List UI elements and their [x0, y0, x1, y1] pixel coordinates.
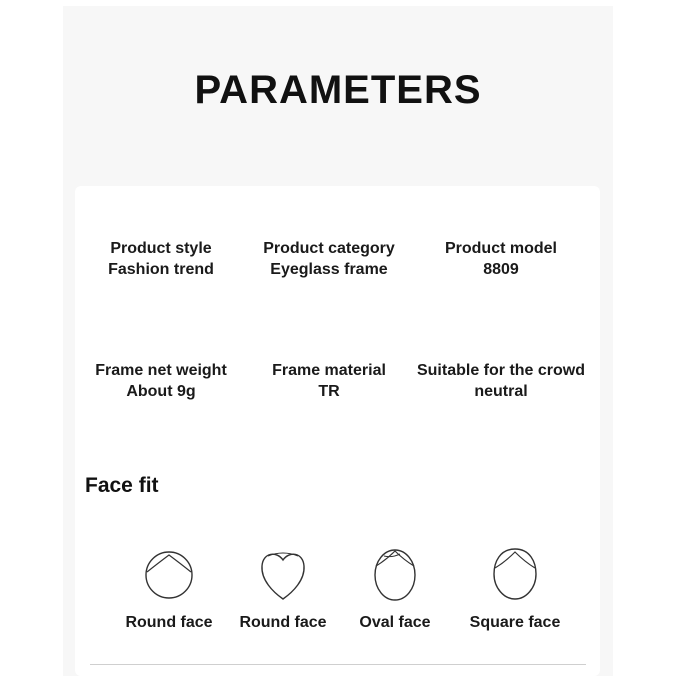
param-value: About 9g	[126, 383, 196, 400]
param-value: Eyeglass frame	[270, 261, 388, 278]
param-value: neutral	[474, 383, 528, 400]
heart-face-icon	[258, 546, 308, 602]
page-title: PARAMETERS	[194, 68, 482, 112]
param-label: Product category	[263, 240, 395, 257]
face-label: Square face	[469, 614, 561, 631]
face-item-heart	[223, 546, 343, 632]
param-value: Fashion trend	[108, 261, 214, 278]
face-item-square	[455, 546, 575, 632]
param-label: Frame material	[272, 362, 386, 379]
param-label: Suitable for the crowd	[416, 362, 585, 379]
param-value: 8809	[483, 261, 519, 278]
face-label: Round face	[125, 614, 213, 631]
param-label: Frame net weight	[95, 362, 227, 379]
param-label: Product model	[444, 240, 557, 257]
face-fit-title: Face fit	[85, 474, 159, 497]
param-frame-net-weight	[66, 360, 256, 402]
oval-face-icon	[370, 546, 420, 602]
param-suitable-crowd	[406, 360, 596, 402]
face-item-round	[109, 546, 229, 632]
face-label: Oval face	[359, 614, 431, 631]
param-label: Product style	[110, 240, 212, 257]
round-face-icon	[144, 546, 194, 602]
egg-face-icon	[490, 546, 540, 602]
param-product-style	[66, 238, 256, 280]
param-frame-material	[234, 360, 424, 402]
face-label: Round face	[239, 614, 327, 631]
face-item-oval	[335, 546, 455, 632]
param-product-model	[406, 238, 596, 280]
param-value: TR	[318, 383, 340, 400]
divider	[90, 664, 586, 665]
param-product-category	[234, 238, 424, 280]
